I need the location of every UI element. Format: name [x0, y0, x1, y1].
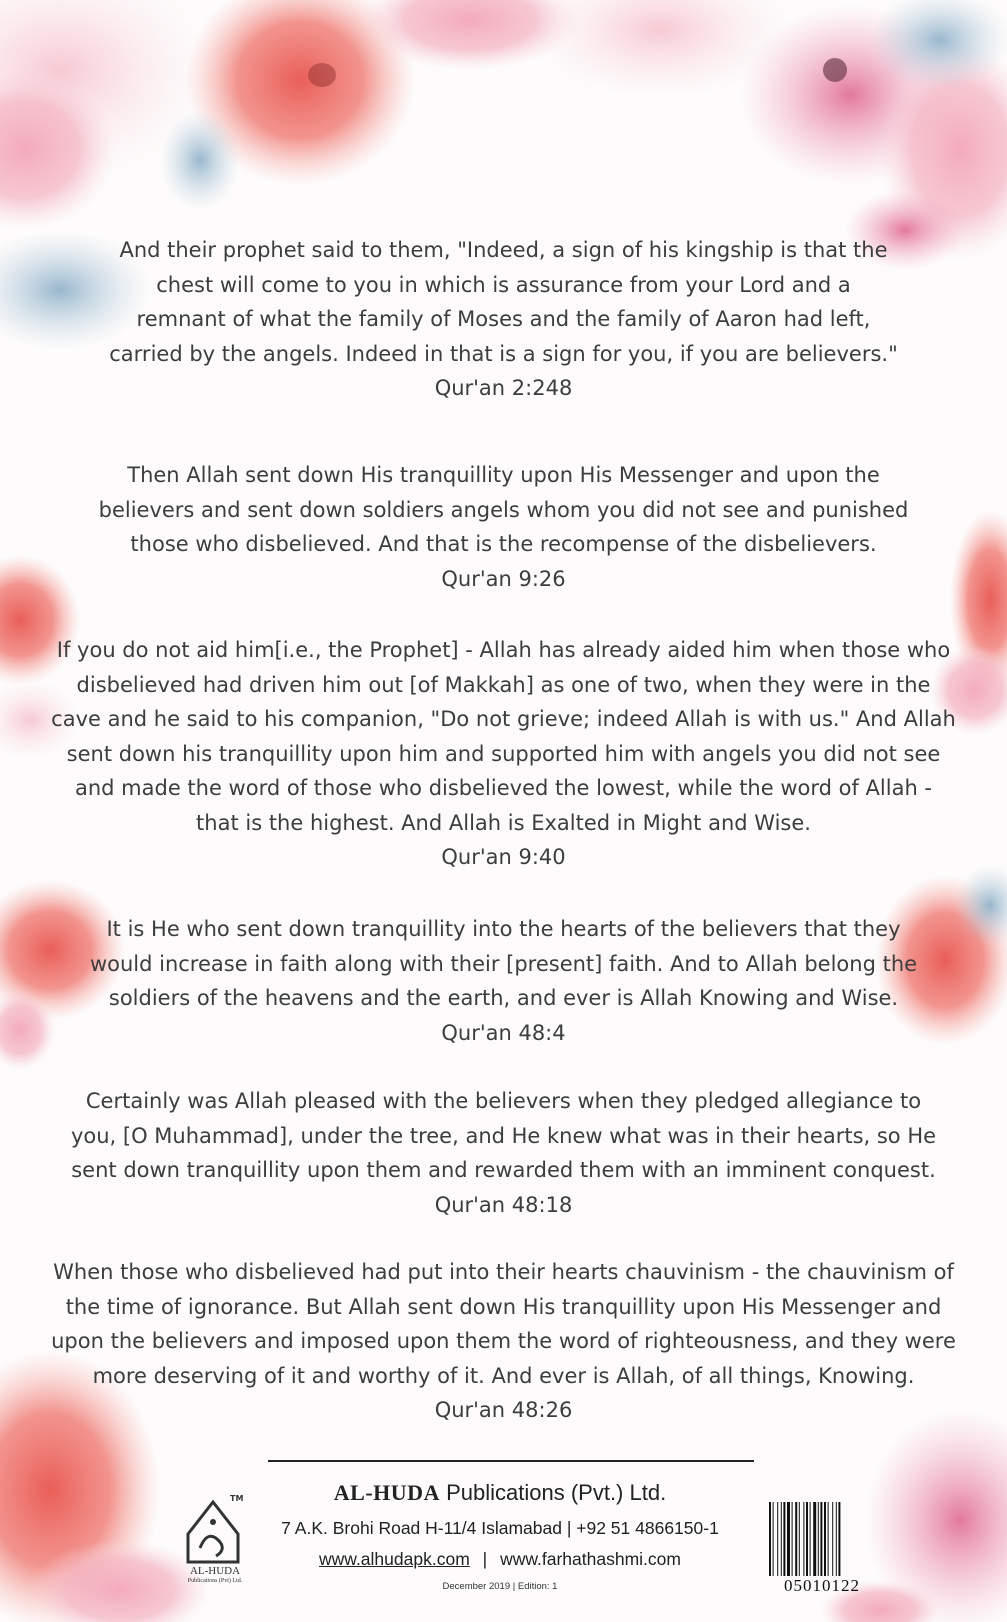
verse-line: Then Allah sent down His tranquillity upon His Messenger and upon the	[127, 463, 880, 487]
verse-line: you, [O Muhammad], under the tree, and He knew what was in their hearts, so He	[70, 1123, 937, 1148]
trademark-label: TM	[230, 1494, 244, 1503]
verse-block-6	[20, 1255, 987, 1428]
verse-line: upon the believers and imposed upon them the word of righteousness, and they were	[51, 1329, 956, 1353]
verse-line: the time of ignorance. But Allah sent down His tranquillity upon His Messenger and	[65, 1294, 942, 1319]
verse-block-1	[20, 233, 987, 406]
barcode-icon	[768, 1502, 876, 1576]
verse-reference: Qur'an 9:40	[441, 845, 566, 869]
publisher-websites	[250, 1549, 750, 1570]
verse-line: sent down tranquillity upon them and rewarded them with an imminent conquest.	[71, 1158, 936, 1182]
verse-block-5	[20, 1084, 987, 1222]
verse-reference: Qur'an 2:248	[434, 376, 573, 400]
publisher-brand: AL-HUDA	[333, 1480, 440, 1505]
website-link-alhudapk[interactable]: www.alhudapk.com	[319, 1549, 470, 1569]
verse-line: and made the word of those who disbelieved the lowest, while the word of Allah -	[74, 776, 933, 800]
verse-line: more deserving of it and worthy of it. And ever is Allah, of all things, Knowing.	[92, 1363, 915, 1388]
verse-line: sent down his tranquillity upon him and supported him with angels you did not see	[66, 741, 941, 766]
footer-divider	[268, 1460, 754, 1462]
verse-line: It is He who sent down tranquillity into the hearts of the believers that they	[106, 917, 901, 941]
publisher-name	[250, 1480, 750, 1506]
barcode-number: 05010122	[784, 1576, 860, 1595]
verse-line: If you do not aid him[i.e., the Prophet] - Allah has already aided him when those who	[56, 638, 951, 662]
edition-info: December 2019 | Edition: 1	[442, 1581, 558, 1592]
verse-reference: Qur'an 9:26	[441, 566, 566, 591]
publisher-address: 7 A.K. Brohi Road H-11/4 Islamabad | +92 51 4866150-1	[281, 1518, 719, 1538]
verse-line: carried by the angels. Indeed in that is a sign for you, if you are believers."	[109, 341, 898, 366]
verse-line: that is the highest. And Allah is Exalted in Might and Wise.	[196, 810, 811, 835]
logo-caption	[180, 1566, 250, 1585]
verse-block-4	[20, 912, 987, 1050]
website-link-farhathashmi[interactable]: www.farhathashmi.com	[500, 1549, 681, 1569]
verse-reference: Qur'an 48:18	[434, 1192, 573, 1217]
verse-line: those who disbelieved. And that is the recompense of the disbelievers.	[130, 532, 877, 556]
logo-text: AL-HUDA	[189, 1565, 241, 1577]
verse-block-2	[20, 458, 987, 596]
verse-line: believers and sent down soldiers angels whom you did not see and punished	[98, 497, 909, 522]
verse-line: And their prophet said to them, "Indeed, a sign of his kingship is that the	[119, 238, 888, 262]
publisher-rest: Publications (Pvt.) Ltd.	[446, 1480, 667, 1505]
website-separator: |	[482, 1549, 488, 1569]
verse-line: soldiers of the heavens and the earth, and ever is Allah Knowing and Wise.	[108, 986, 899, 1010]
verse-line: When those who disbelieved had put into their hearts chauvinism - the chauvinism of	[53, 1260, 954, 1284]
logo-subtext: Publications (Pvt) Ltd.	[187, 1578, 243, 1584]
verse-line: Certainly was Allah pleased with the believers when they pledged allegiance to	[85, 1089, 922, 1113]
verse-line: remnant of what the family of Moses and the family of Aaron had left,	[136, 307, 871, 331]
verse-line: would increase in faith along with their [present] faith. And to Allah belong the	[89, 951, 918, 976]
verse-reference: Qur'an 48:26	[434, 1398, 573, 1422]
verse-block-3	[20, 633, 987, 875]
verse-line: chest will come to you in which is assurance from your Lord and a	[156, 272, 851, 297]
verse-reference: Qur'an 48:4	[441, 1020, 566, 1045]
verse-line: disbelieved had driven him out [of Makkah] as one of two, when they were in the	[76, 672, 931, 697]
verse-line: cave and he said to his companion, "Do not grieve; indeed Allah is with us." And Allah	[51, 707, 956, 731]
